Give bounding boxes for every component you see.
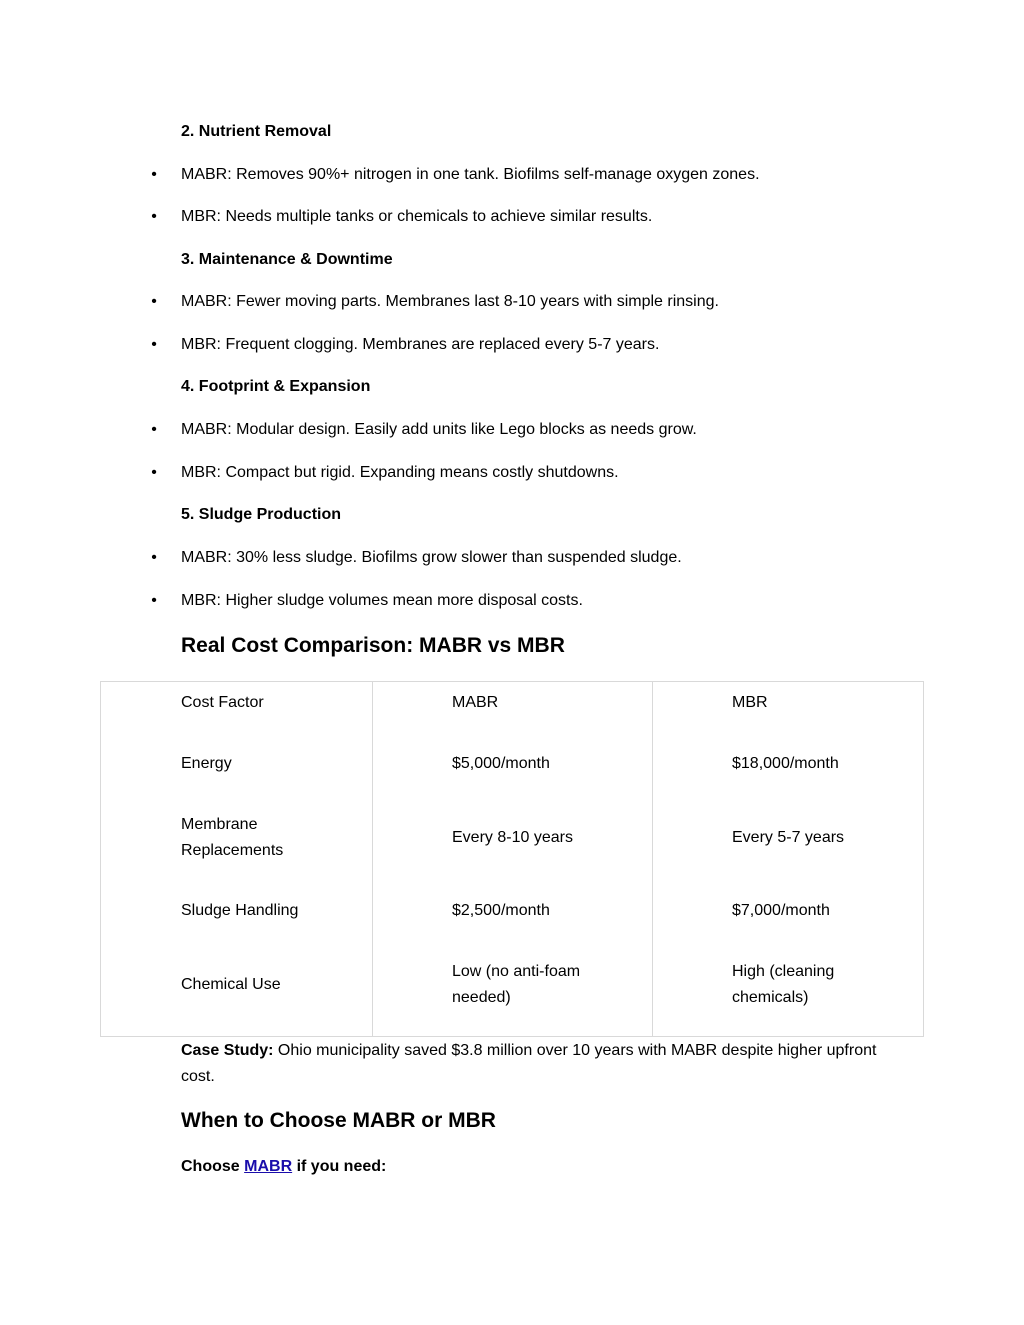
choose-suffix: if you need: (292, 1158, 387, 1175)
bullet-icon: • (151, 549, 157, 566)
bullet-icon: • (151, 166, 157, 183)
column-divider (372, 682, 373, 1036)
maintenance-heading: 3. Maintenance & Downtime (181, 251, 393, 268)
bullet-icon: • (151, 592, 157, 609)
bullet-icon: • (151, 464, 157, 481)
case-study-label: Case Study: (181, 1042, 274, 1059)
table-cell: High (cleaning chemicals) (732, 963, 835, 1006)
when-to-choose-heading: When to Choose MABR or MBR (181, 1109, 496, 1132)
bullet-icon: • (151, 293, 157, 310)
table-cell: $5,000/month (452, 755, 550, 772)
table-cell: Every 8-10 years (452, 829, 573, 846)
footprint-heading: 4. Footprint & Expansion (181, 378, 371, 395)
table-cell: Membrane Replacements (181, 816, 284, 859)
table-cell: Low (no anti-foam needed) (452, 963, 581, 1006)
table-cell: $2,500/month (452, 902, 550, 919)
list-item-text: MBR: Needs multiple tanks or chemicals to achieve similar results. (181, 208, 653, 225)
choose-prefix: Choose (181, 1158, 245, 1175)
table-header-mabr: MABR (452, 694, 499, 711)
cost-comparison-heading: Real Cost Comparison: MABR vs MBR (181, 634, 565, 657)
table-cell: Sludge Handling (181, 902, 299, 919)
table-cell: Every 5-7 years (732, 829, 845, 846)
sludge-heading: 5. Sludge Production (181, 506, 342, 523)
table-cell: $18,000/month (732, 755, 839, 772)
column-divider (652, 682, 653, 1036)
case-study-paragraph (181, 1038, 881, 1090)
list-item-text: MABR: Removes 90%+ nitrogen in one tank. Biofilms self-manage oxygen zones. (181, 166, 760, 183)
mabr-link[interactable]: MABR (244, 1158, 293, 1175)
list-item-text: MBR: Compact but rigid. Expanding means costly shutdowns. (181, 464, 619, 481)
nutrient-removal-heading: 2. Nutrient Removal (181, 123, 332, 140)
list-item-text: MABR: 30% less sludge. Biofilms grow slower than suspended sludge. (181, 549, 682, 566)
bullet-icon: • (151, 336, 157, 353)
list-item-text: MABR: Modular design. Easily add units like Lego blocks as needs grow. (181, 421, 697, 438)
table-cell: Energy (181, 755, 232, 772)
table-cell: $7,000/month (732, 902, 830, 919)
case-study-text: Ohio municipality saved $3.8 million over 10 years with MABR despite higher upfront cost. (181, 1042, 877, 1085)
table-header-cost-factor: Cost Factor (181, 694, 264, 711)
list-item-text: MABR: Fewer moving parts. Membranes last 8-10 years with simple rinsing. (181, 293, 719, 310)
bullet-icon: • (151, 421, 157, 438)
bullet-icon: • (151, 208, 157, 225)
list-item-text: MBR: Higher sludge volumes mean more disposal costs. (181, 592, 583, 609)
choose-mabr-line (181, 1157, 386, 1177)
table-header-mbr: MBR (732, 694, 768, 711)
cost-comparison-table (100, 681, 924, 1037)
list-item-text: MBR: Frequent clogging. Membranes are replaced every 5-7 years. (181, 336, 660, 353)
table-cell: Chemical Use (181, 976, 281, 993)
